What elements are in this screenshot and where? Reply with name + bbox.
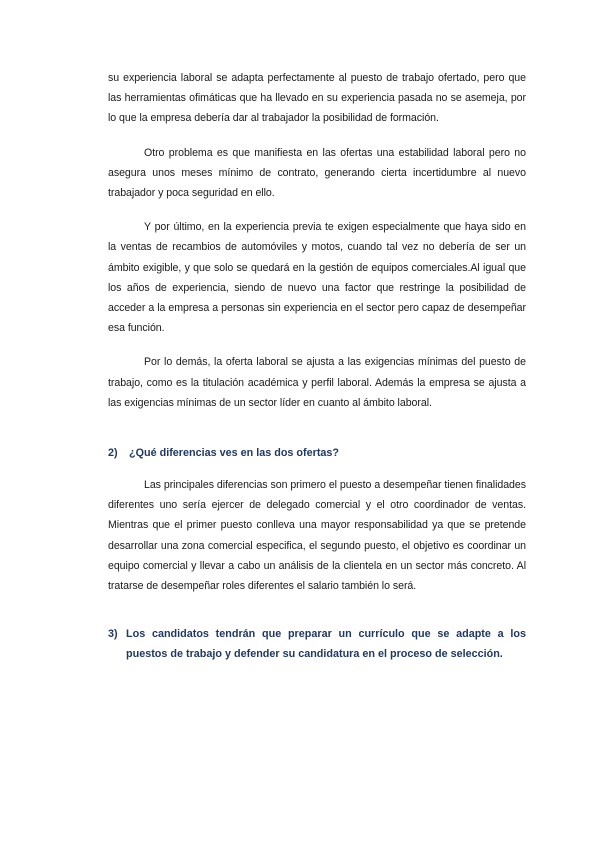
paragraph-experience: Y por último, en la experiencia previa te exigen especialmente que haya sido en la ventas de recambios de automóviles y motos, cuando tal vez no debería de ser un ámbito exigible, y que solo se quedará en la gestión de equipos comerciales.Al igual que los años de experiencia, siendo de nuevo una factor que restringe la posibilidad de acceder a la empresa a personas sin experiencia en el sector pero capaz de desempeñar esa función. [108,221,526,335]
paragraph-conclusion: Por lo demás, la oferta laboral se ajusta a las exigencias mínimas del puesto de trabajo, como es la titulación académica y perfil laboral. Además la empresa se ajusta a las exigencias mínimas de un sector líder en cuanto al ámbito laboral. [108,356,526,409]
paragraph-continuation: su experiencia laboral se adapta perfectamente al puesto de trabajo ofertado, pero que las herramientas ofimáticas que ha llevado en su experiencia pasada no se asemeja, por lo que la empresa debería dar al trabajador la posibilidad de formación. [108,72,526,125]
document-body [108,68,526,664]
section-heading-3 [108,624,526,664]
heading-number: 2) [108,447,118,460]
heading-number: 3) [108,628,118,641]
heading-text: ¿Qué diferencias ves en las dos ofertas? [129,447,340,460]
heading-text: Los candidatos tendrán que preparar un currículo que se adapte a los puestos de trabajo y defender su candidatura en el proceso de selección. [126,628,526,661]
section-heading-2 [108,443,526,463]
paragraph-stability: Otro problema es que manifiesta en las ofertas una estabilidad laboral pero no asegura unos meses mínimo de contrato, generando cierta incertidumbre al nuevo trabajador y poca seguridad en ello. [108,146,526,200]
paragraph-differences: Las principales diferencias son primero el puesto a desempeñar tienen finalidades diferentes uno sería ejercer de delegado comercial y el otro coordinador de ventas. Mientras que el primer puesto conlleva una mayor responsabilidad ya que se pretende desarrollar una zona comercial especifica, el segundo puesto, el objetivo es coordinar un equipo comercial y llevar a cabo un análisis de la clientela en un sector más concreto. Al tratarse de desempeñar roles diferentes el salario también lo será. [108,479,526,593]
